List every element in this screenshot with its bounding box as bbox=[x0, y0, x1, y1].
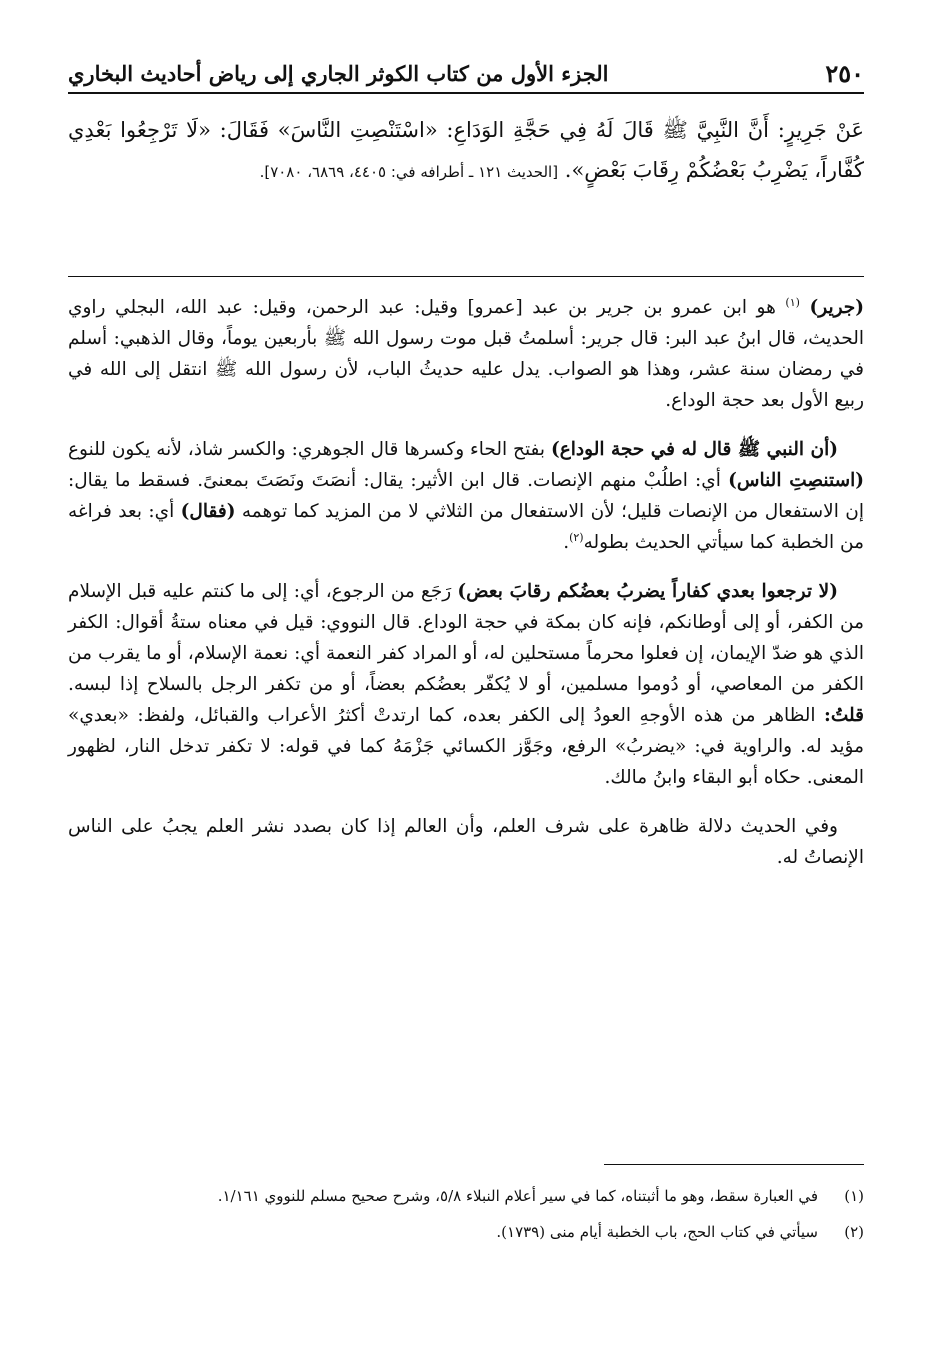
paragraph-text: هو ابن عمرو بن جرير بن عبد [عمرو] وقيل: عبد الرحمن، وقيل: عبد الله، البجلي راوي الحديث، قال ابنُ عبد البر: قال جرير: أسلمتُ قبل موت رسول الله ﷺ بأربعين يوماً، وقال الذهبي: أسلم في رمضان سنة عشر، وهذا هو الصواب. يدل عليه حديثُ الباب، لأن رسول الله ﷺ انتقل إلى الله في ربيع الأول بعد حجة الوداع. bbox=[68, 297, 864, 411]
paragraph-text: رَجَع من الرجوع، أي: إلى ما كنتم عليه قبل الإسلام من الكفر، أو إلى أوطانكم، فإنه كان بمكة في حجة الوداع. قال النووي: قيل في معناه ستةُ أقوال: الكفر الذي هو ضدّ الإيمان، إن فعلوا محرماً مستحلين له، أو المراد كفر النعمة أي: نعمة الإسلام، أو ما يقرب من الكفر من المعاصي، أو دُوموا مسلمين، أو لا يُكفّر بعضُكم بعضاً، أو من تكفر الرجل بالسلاح إذا لبسه. bbox=[68, 581, 864, 695]
footnote bbox=[68, 1182, 864, 1210]
hadith-text-block bbox=[68, 110, 864, 192]
footnotes bbox=[68, 1182, 864, 1254]
hadith-references: [الحديث ١٢١ ـ أطرافه في: ٤٤٠٥، ٦٨٦٩، ٧٠٨٠]. bbox=[259, 163, 559, 181]
footnote-text: في العبارة سقط، وهو ما أثبتناه، كما في سير أعلام النبلاء ٥/٨، وشرح صحيح مسلم للنووي ١/١٦١. bbox=[217, 1187, 818, 1205]
lemma: (جرير) bbox=[809, 297, 864, 318]
commentary-paragraph: وفي الحديث دلالة ظاهرة على شرف العلم، وأن العالم إذا كان بصدد نشر العلم يجبُ على الناس الإنصاتُ له. bbox=[68, 816, 864, 868]
footnote-ref: (٢) bbox=[569, 530, 584, 544]
footnote-number: (١) bbox=[844, 1187, 864, 1205]
lemma: (لا ترجعوا بعدي كفاراً يضربُ بعضُكم رقابَ بعض) bbox=[457, 581, 838, 602]
paragraph-text: . bbox=[563, 532, 570, 553]
lemma: (استنصِتِ الناس) bbox=[728, 470, 864, 491]
paragraph-text: أي: بعد فراغه من الخطبة كما سيأتي الحديث بطوله bbox=[68, 501, 864, 553]
paragraph-text: بفتح الحاء وكسرها قال الجوهري: والكسر شاذ، لأنه يكون للنوع bbox=[68, 439, 546, 460]
hadith-text: عَنْ جَرِيرٍ: أَنَّ النَّبِيَّ ﷺ قَالَ لَهُ فِي حَجَّةِ الوَدَاعِ: «اسْتَنْصِتِ النَّاسَ» فَقَالَ: «لَا تَرْجِعُوا بَعْدِي كُفَّاراً، يَضْرِبُ بَعْضُكُمْ رِقَابَ بَعْضٍ». bbox=[68, 118, 864, 182]
paragraph-text: أي: اطلُبْ منهم الإنصات. قال ابن الأثير: يقال: أنصَتَ ونَصَتَ بمعنىً. فسقط ما يقال: إن الاستفعال من الإنصات قليل؛ لأن الاستفعال من الثلاثي لا من المزيد كما توهمه bbox=[68, 470, 864, 522]
commentary-paragraph bbox=[68, 576, 864, 793]
footnote-ref: (١) bbox=[785, 295, 800, 309]
footnote-number: (٢) bbox=[844, 1223, 864, 1241]
footnote-divider bbox=[604, 1164, 864, 1165]
commentary-paragraph bbox=[68, 292, 864, 416]
page-number: ٢٥٠ bbox=[825, 59, 864, 88]
page-header bbox=[68, 52, 864, 94]
footnote-text: سيأتي في كتاب الحج، باب الخطبة أيام منى (١٧٣٩). bbox=[496, 1223, 818, 1241]
running-title: الجزء الأول من كتاب الكوثر الجاري إلى رياض أحاديث البخاري bbox=[68, 61, 609, 86]
paragraph-text: الظاهر من هذه الأوجهِ العودُ إلى الكفر بعده، كما ارتدتْ أكثرُ الأعراب والقبائل، ولفظ: «بعدي» مؤيد له. والراوية في: «يضربُ» الرفع، وجَوَّز الكسائي جَزْمَهُ كما في قوله: لا تكفر تدخل النار، لظهور المعنى. حكاه أبو البقاء وابنُ مالك. bbox=[68, 705, 864, 788]
footnote bbox=[68, 1218, 864, 1246]
section-divider bbox=[68, 276, 864, 277]
lemma: قلتُ: bbox=[824, 705, 864, 726]
commentary-block bbox=[68, 292, 864, 891]
lemma: (أن النبي ﷺ قال له في حجة الوداع) bbox=[550, 439, 838, 460]
commentary-paragraph bbox=[68, 434, 864, 558]
lemma: (فقال) bbox=[180, 501, 236, 522]
